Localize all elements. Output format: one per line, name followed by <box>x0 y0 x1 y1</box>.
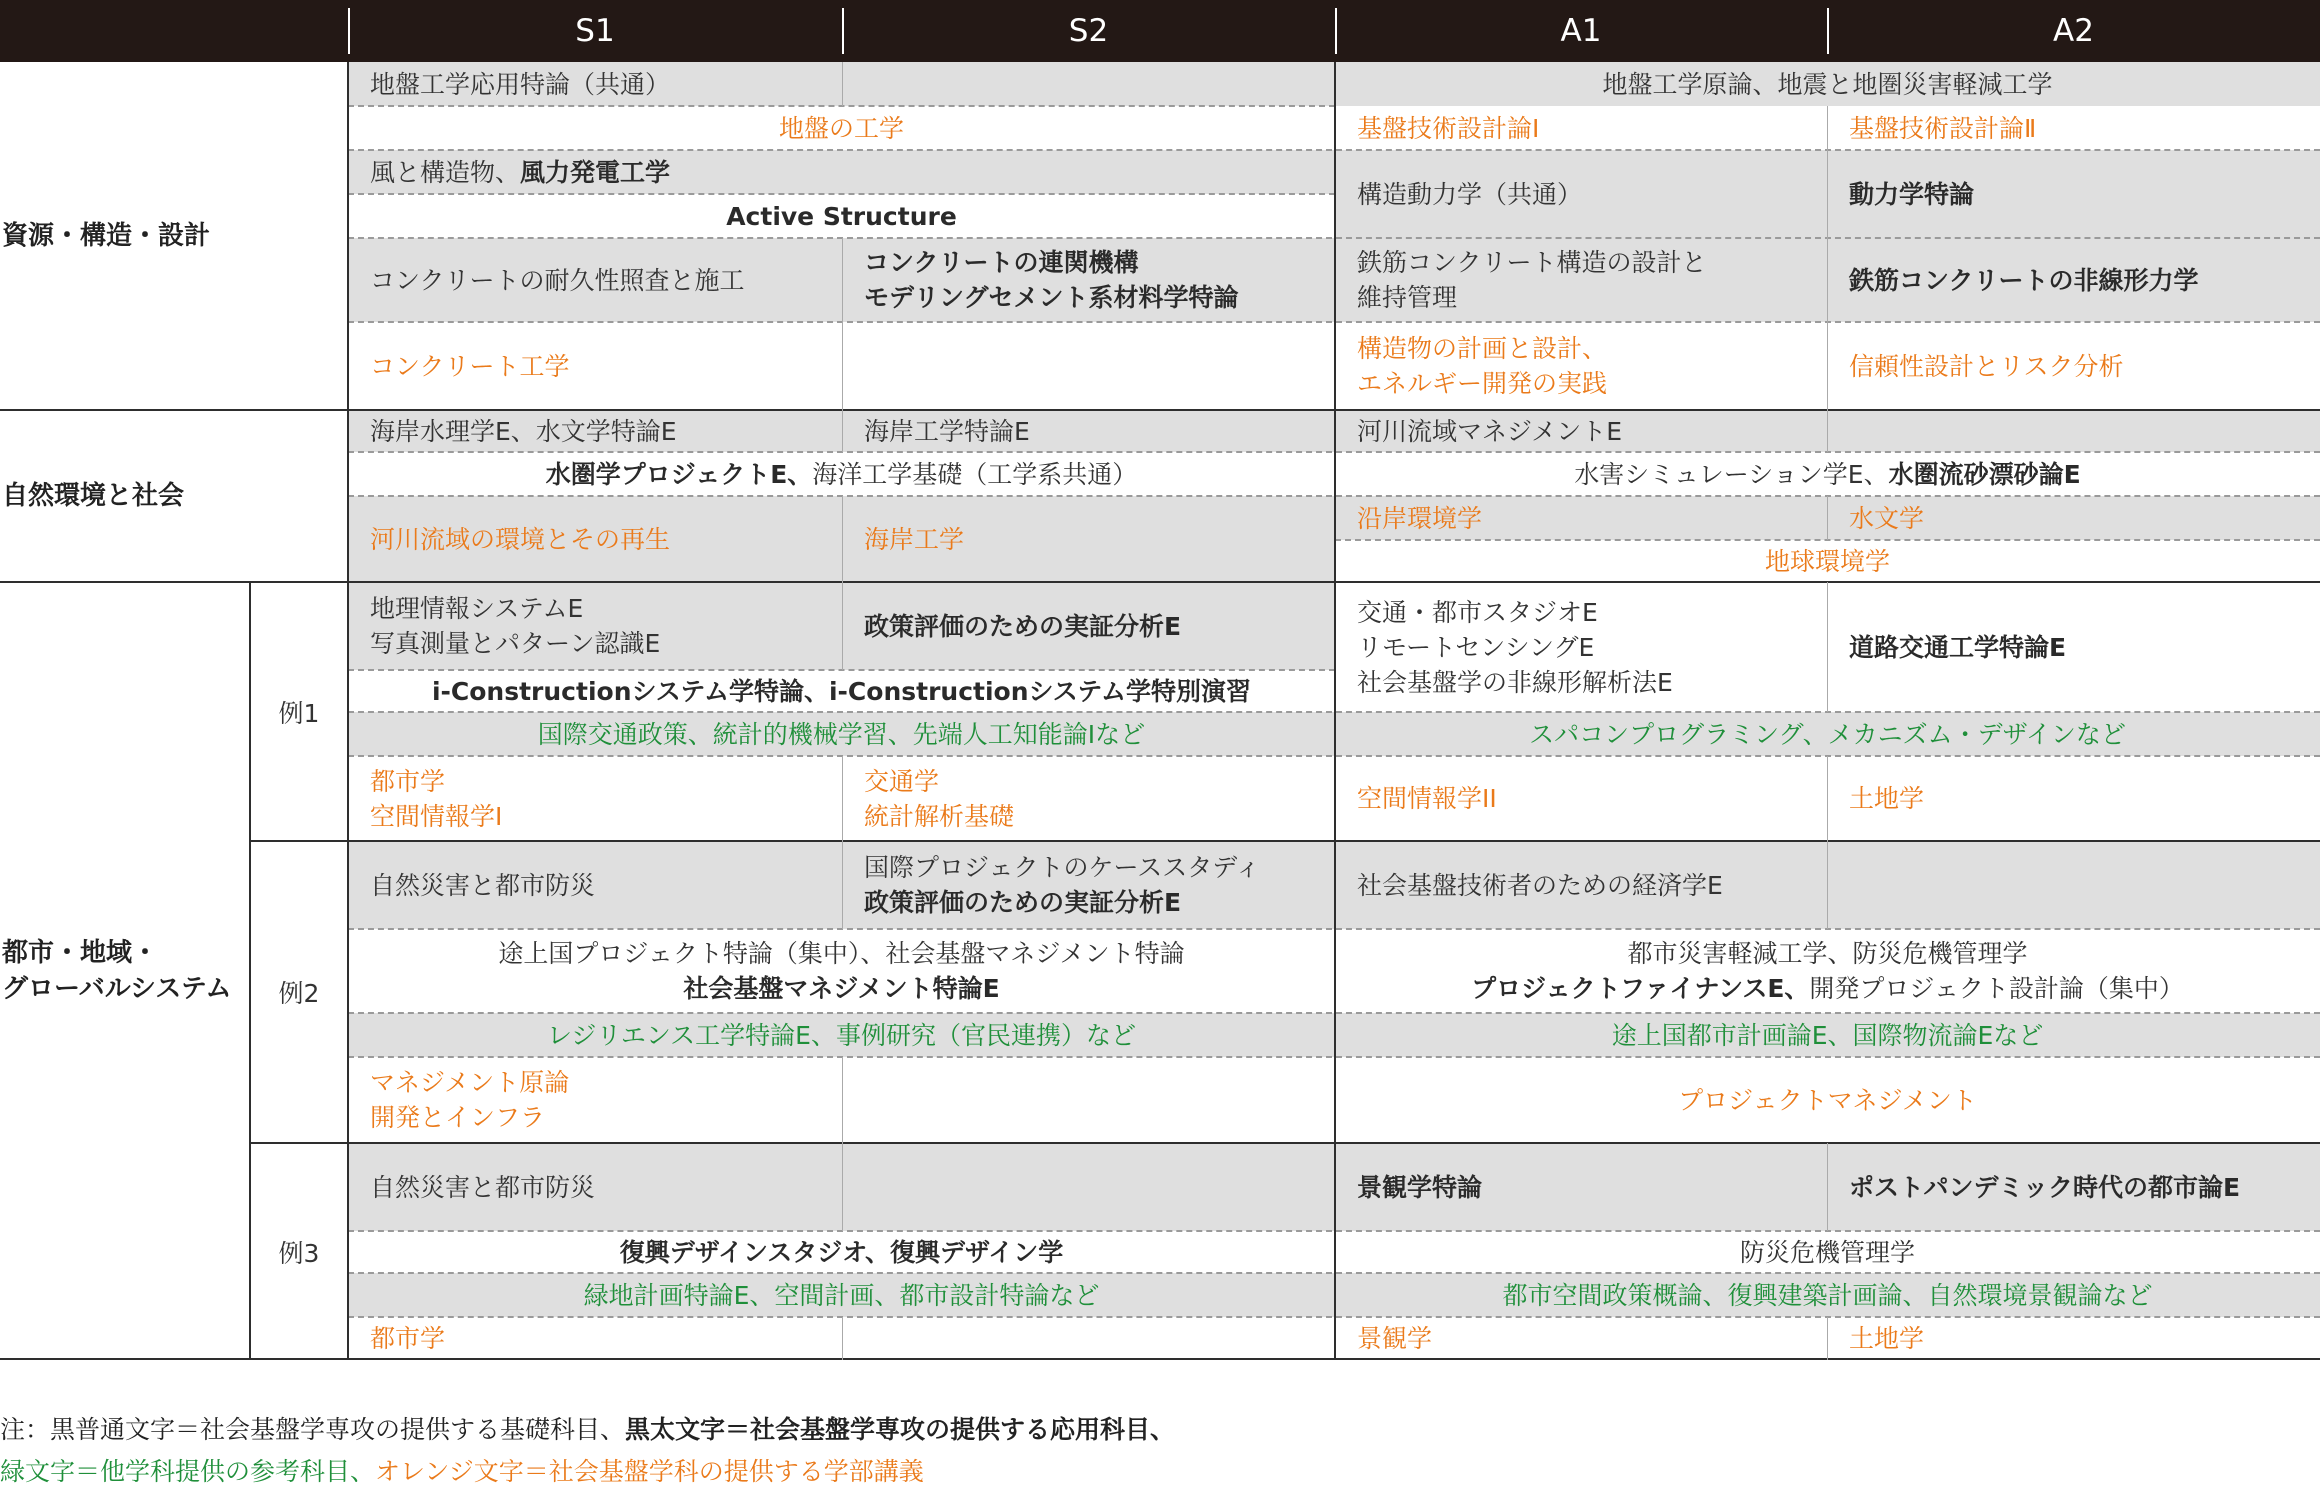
course-cell <box>842 841 1335 929</box>
course-cell <box>1335 322 1827 410</box>
label-column-border <box>347 62 349 1360</box>
legend-note-line1 <box>0 1413 1175 1447</box>
course-cell: 自然災害と都市防災 <box>348 841 842 929</box>
course-cell: 地盤の工学 <box>778 113 904 143</box>
course-cell: 地盤工学原論、地震と地圏災害軽減工学 <box>1335 62 2320 106</box>
course-line: 空間情報学I <box>370 801 503 831</box>
cell-divider <box>842 756 843 841</box>
cell-divider <box>1827 841 1828 929</box>
course-text: 風と構造物、 <box>370 157 521 187</box>
header-corner <box>0 0 348 62</box>
empty-cell <box>842 62 1335 106</box>
course-line: 鉄筋コンクリート構造の設計と <box>1357 248 1707 277</box>
course-line: 途上国プロジェクト特論（集中）、社会基盤マネジメント特論 <box>498 939 1185 968</box>
course-cell <box>1335 238 1827 322</box>
course-cell: 防災危機管理学 <box>1739 1237 1915 1267</box>
course-cell-bold: i-Constructionシステム学特論、i-Constructionシステム学特別演習 <box>431 676 1252 706</box>
empty-cell <box>1827 841 2320 929</box>
course-text: 水害シミュレーション学E、 <box>1574 459 1889 489</box>
course-cell <box>1335 929 2320 1013</box>
term-divider <box>1334 62 1336 1360</box>
example-label-1: 例1 <box>278 698 320 728</box>
course-cell <box>1335 452 2320 496</box>
course-cell-bold: 復興デザインスタジオ、復興デザイン学 <box>619 1237 1064 1267</box>
course-line: モデリングセメント系材料学特論 <box>864 283 1239 312</box>
course-line: 国際プロジェクトのケーススタディ <box>864 853 1261 882</box>
course-line: 都市災害軽減工学、防災危機管理学 <box>1627 939 2028 968</box>
cell-divider <box>842 1317 843 1360</box>
header-separator <box>842 8 844 54</box>
course-cell-bold: 鉄筋コンクリートの非線形力学 <box>1827 238 2320 322</box>
course-cell: 緑地計画特論E、空間計画、都市設計特論など <box>348 1273 1335 1317</box>
example-column-border <box>249 582 251 1360</box>
group-label-nature: 自然環境と社会 <box>2 481 185 511</box>
course-cell: 信頼性設計とリスク分析 <box>1849 351 2124 381</box>
course-cell: プロジェクトマネジメント <box>1678 1085 1977 1115</box>
header-separator <box>348 8 350 54</box>
example-label-2: 例2 <box>278 979 320 1008</box>
course-line: 交通・都市スタジオE <box>1357 597 1598 627</box>
group-label-urban-line1: 都市・地域・ <box>2 938 159 968</box>
course-cell <box>842 756 1335 841</box>
course-cell-bold: 道路交通工学特論E <box>1849 632 2067 662</box>
course-line: 写真測量とパターン認識E <box>370 629 661 658</box>
header-a1: A1 <box>1335 0 1827 62</box>
course-line: エネルギー開発の実践 <box>1357 369 1608 398</box>
course-cell: 空間情報学II <box>1357 784 1497 813</box>
course-cell: コンクリートの耐久性照査と施工 <box>348 238 842 322</box>
course-cell <box>348 929 1335 1013</box>
course-line: 都市学 <box>370 766 446 796</box>
cell-divider <box>842 582 843 670</box>
course-cell-bold: Active Structure <box>726 201 957 231</box>
course-cell: 水文学 <box>1827 496 2320 540</box>
course-cell: 国際交通政策、統計的機械学習、先端人工知能論Iなど <box>348 712 1335 756</box>
course-line: 統計解析基礎 <box>864 801 1015 831</box>
course-cell-bold: 景観学特論 <box>1335 1143 1827 1231</box>
course-cell-bold: 政策評価のための実証分析E <box>842 582 1335 670</box>
cell-divider <box>842 841 843 929</box>
group-label-urban-line2: グローバルシステム <box>2 974 232 1004</box>
course-cell: 基盤技術設計論Ⅱ <box>1849 113 2037 143</box>
course-cell: スパコンプログラミング、メカニズム・デザインなど <box>1335 712 2320 756</box>
legend-note-line2 <box>0 1455 924 1489</box>
header-separator <box>1827 8 1829 54</box>
course-cell: 海岸工学特論E <box>842 410 1335 452</box>
course-line: 維持管理 <box>1357 283 1458 312</box>
header-s1: S1 <box>348 0 842 62</box>
cell-divider <box>1827 496 1828 540</box>
course-line: リモートセンシングE <box>1357 632 1595 662</box>
course-cell <box>348 150 1335 194</box>
course-line-bold: 政策評価のための実証分析E <box>864 888 1182 917</box>
legend-green-text: 緑文字＝他学科提供の参考科目、 <box>0 1457 376 1486</box>
course-cell: 沿岸環境学 <box>1335 496 1827 540</box>
course-line: 社会基盤学の非線形解析法E <box>1357 667 1673 697</box>
course-line: コンクリートの連関機構 <box>864 248 1139 277</box>
cell-divider <box>1827 756 1828 841</box>
legend-orange-text: オレンジ文字＝社会基盤学科の提供する学部講義 <box>375 1457 924 1486</box>
course-cell: 地球環境学 <box>1764 546 1890 576</box>
course-cell-bold: 動力学特論 <box>1827 150 2320 238</box>
course-cell: レジリエンス工学特論E、事例研究（官民連携）など <box>348 1013 1335 1057</box>
course-text-bold: 水圏流砂漂砂論E <box>1888 459 2081 489</box>
course-cell <box>348 582 842 670</box>
course-cell-bold <box>842 238 1335 322</box>
group-label-urban <box>0 582 252 1360</box>
course-cell: 地盤工学応用特論（共通） <box>348 62 842 106</box>
course-cell: 景観学 <box>1357 1324 1433 1353</box>
cell-divider <box>842 1057 843 1143</box>
empty-cell <box>842 1143 1335 1231</box>
course-cell: 基盤技術設計論Ⅰ <box>1357 113 1540 143</box>
cell-divider <box>1827 1143 1828 1231</box>
course-line-bold: 社会基盤マネジメント特論E <box>683 974 1000 1003</box>
course-text-bold: 水圏学プロジェクトE、 <box>545 459 813 489</box>
cell-divider <box>1827 410 1828 452</box>
legend-plain-text: 注：黒普通文字＝社会基盤学専攻の提供する基礎科目、 <box>0 1415 626 1444</box>
course-cell: 都市空間政策概論、復興建築計画論、自然環境景観論など <box>1335 1273 2320 1317</box>
example-label-3: 例3 <box>278 1238 320 1268</box>
course-line: 構造物の計画と設計、 <box>1357 334 1608 363</box>
course-cell <box>348 1057 842 1143</box>
cell-divider <box>842 238 843 410</box>
course-cell <box>1335 582 1827 712</box>
header-a2: A2 <box>1827 0 2320 62</box>
legend-bold-text: 黒太文字＝社会基盤学専攻の提供する応用科目、 <box>625 1415 1176 1444</box>
course-text: 海洋工学基礎（工学系共通） <box>812 459 1138 489</box>
course-cell: 社会基盤技術者のための経済学E <box>1335 841 1827 929</box>
course-text-bold: 風力発電工学 <box>520 157 671 187</box>
course-cell: 土地学 <box>1849 1324 1925 1353</box>
course-cell: 海岸水理学E、水文学特論E <box>348 410 842 452</box>
course-line: マネジメント原論 <box>370 1068 570 1097</box>
course-line: 地理情報システムE <box>370 594 584 623</box>
example-border <box>250 1142 2320 1144</box>
course-cell: 構造動力学（共通） <box>1335 150 1827 238</box>
course-cell: 都市学 <box>370 1324 446 1353</box>
cell-divider <box>842 410 843 452</box>
cell-divider <box>1827 106 1828 150</box>
course-cell <box>348 756 842 841</box>
course-text: 開発プロジェクト設計論（集中） <box>1809 974 2184 1003</box>
cell-divider <box>1827 150 1828 410</box>
course-cell: 河川流域マネジメントE <box>1335 410 1827 452</box>
cell-divider <box>1827 582 1828 712</box>
cell-divider <box>842 496 843 582</box>
course-cell: 土地学 <box>1849 784 1925 813</box>
course-cell: 河川流域の環境とその再生 <box>348 496 842 582</box>
cell-divider <box>1827 1317 1828 1360</box>
cell-divider <box>842 62 843 106</box>
course-cell: コンクリート工学 <box>370 351 570 381</box>
course-cell: 海岸工学 <box>842 496 1335 582</box>
example-border <box>250 840 2320 842</box>
course-line: 交通学 <box>864 766 940 796</box>
empty-cell <box>1827 410 2320 452</box>
header-s2: S2 <box>842 0 1335 62</box>
course-cell: 途上国都市計画論E、国際物流論Eなど <box>1335 1013 2320 1057</box>
course-cell <box>348 452 1335 496</box>
row-separator <box>348 193 1335 195</box>
group-label-resources: 資源・構造・設計 <box>2 221 211 251</box>
course-text-bold: プロジェクトファイナンスE、 <box>1471 974 1810 1003</box>
course-line: 開発とインフラ <box>370 1103 546 1132</box>
header-separator <box>1335 8 1337 54</box>
course-cell-bold: ポストパンデミック時代の都市論E <box>1827 1143 2320 1231</box>
cell-divider <box>842 1143 843 1231</box>
course-cell: 自然災害と都市防災 <box>348 1143 842 1231</box>
